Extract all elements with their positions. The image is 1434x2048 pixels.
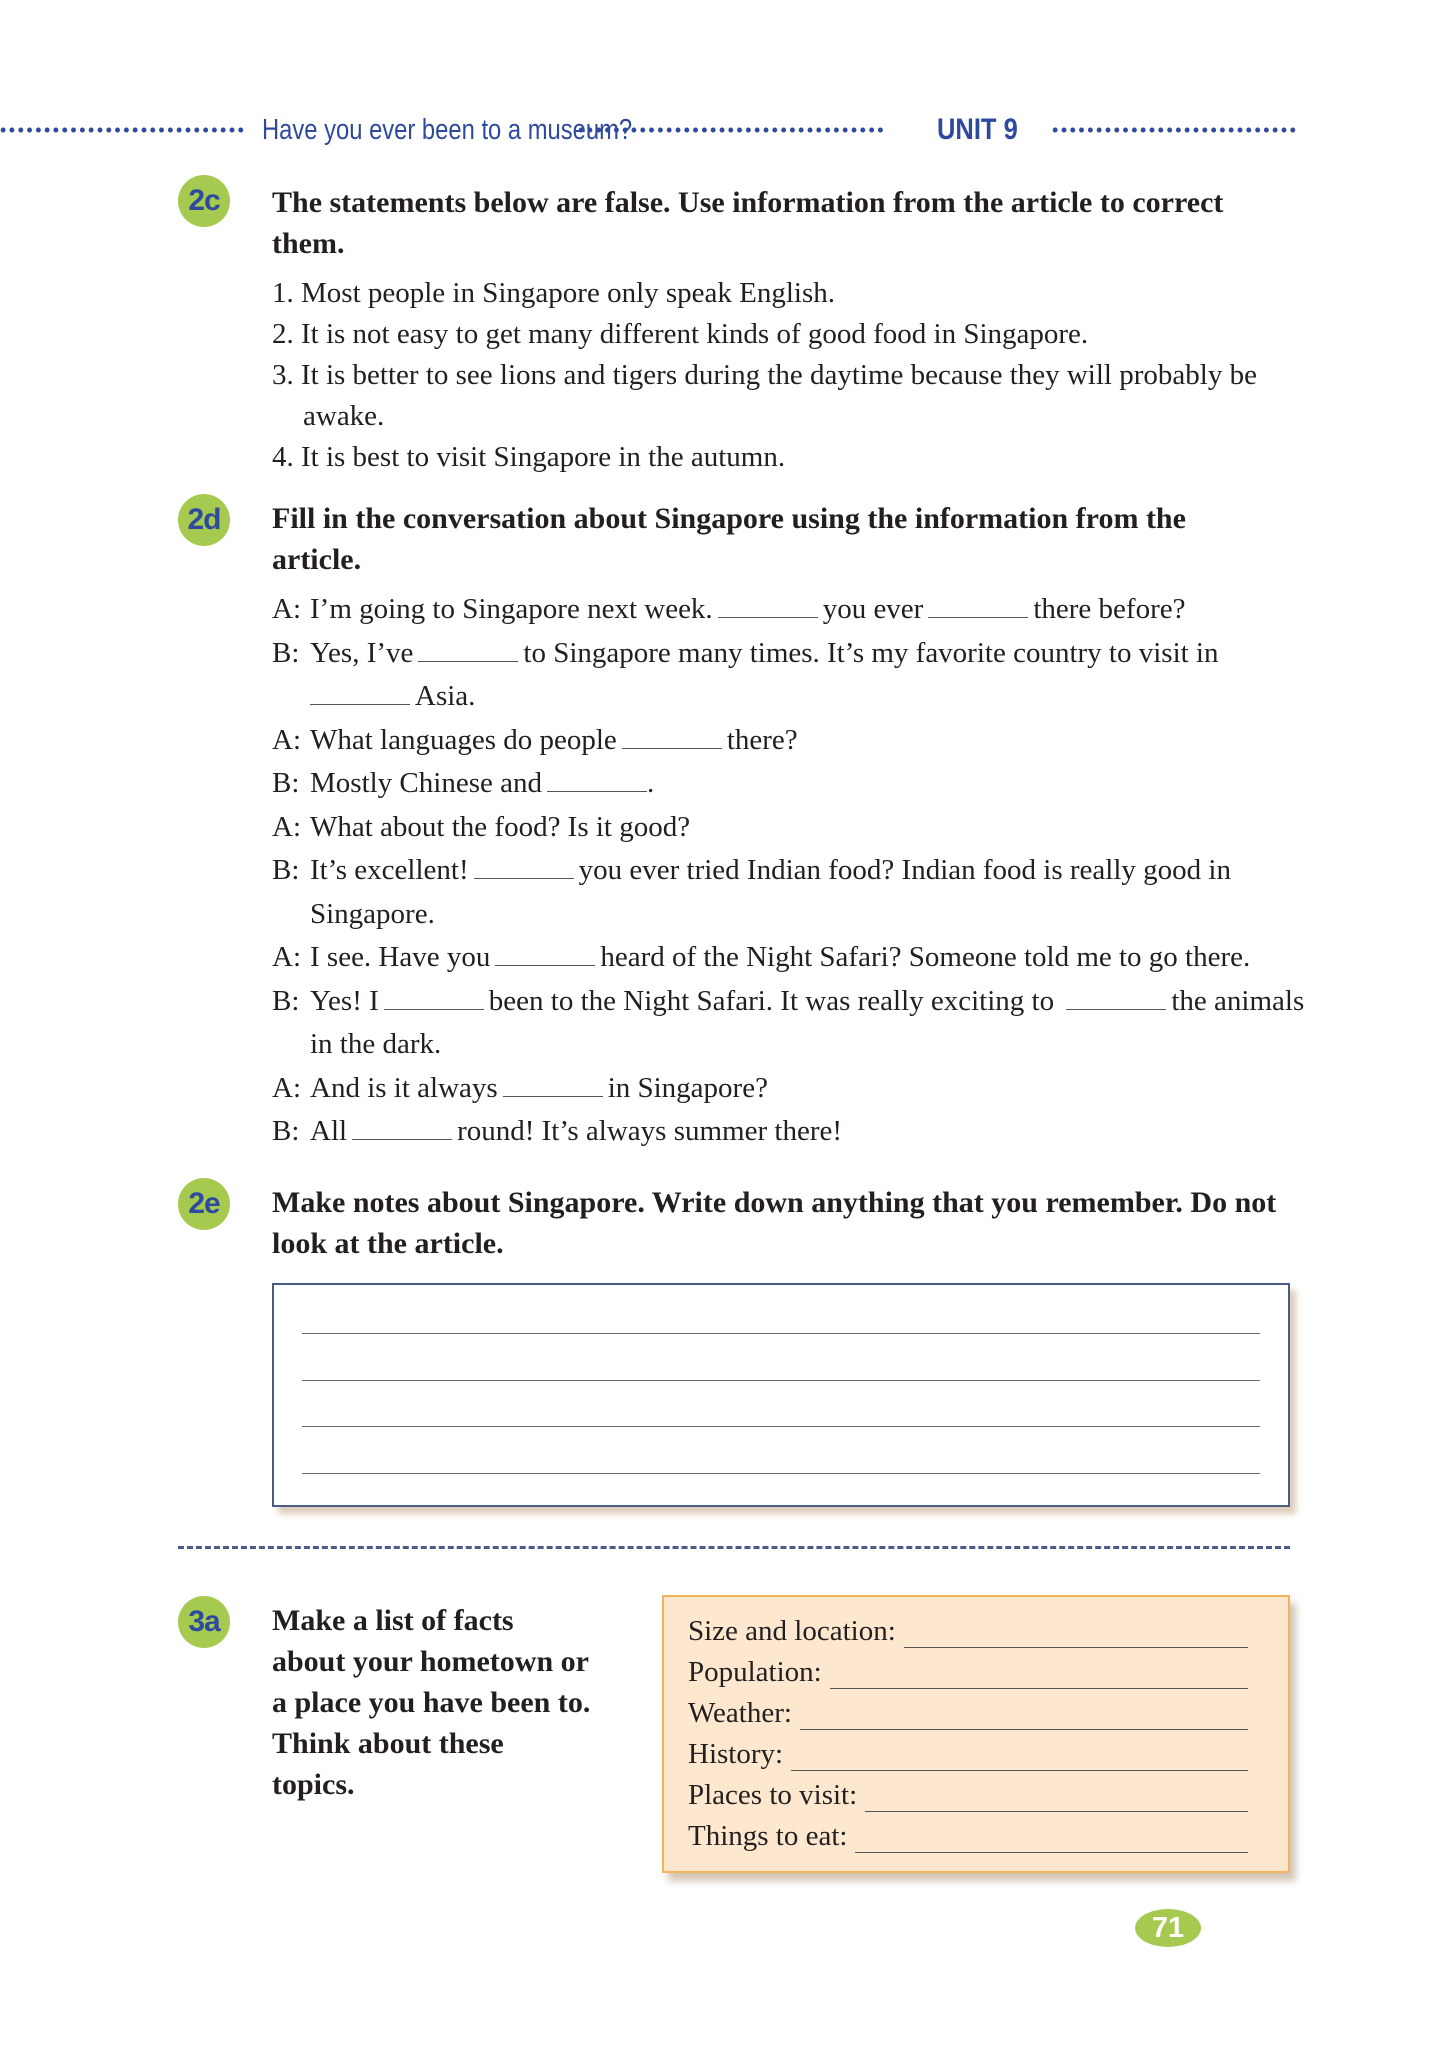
dialog-line bbox=[272, 936, 1292, 980]
dialog-text: heard of the Night Safari? Someone told me to go there. bbox=[600, 941, 1251, 973]
statement-item: 3. It is better to see lions and tigers during the daytime because they will probably be awake. bbox=[272, 359, 1257, 432]
fact-label: Population: bbox=[688, 1656, 822, 1688]
dialog-text: round! It’s always summer there! bbox=[457, 1115, 843, 1147]
dialog-text: in Singapore? bbox=[607, 1071, 768, 1104]
speaker-label: A: bbox=[272, 941, 301, 973]
blank-input[interactable] bbox=[474, 854, 574, 879]
speaker-label: B: bbox=[272, 854, 300, 886]
blank-input[interactable] bbox=[503, 1072, 603, 1097]
dialog-line bbox=[272, 719, 1292, 763]
fact-input[interactable] bbox=[791, 1746, 1248, 1771]
dialog-line bbox=[272, 980, 1310, 1067]
blank-input[interactable] bbox=[928, 593, 1028, 618]
dialog-text: What about the food? Is it good? bbox=[310, 810, 691, 843]
dialog-line bbox=[272, 588, 1292, 632]
dialog-line bbox=[272, 762, 1292, 806]
fact-row-population bbox=[688, 1655, 1248, 1689]
notes-box[interactable] bbox=[272, 1283, 1290, 1507]
fact-input[interactable] bbox=[830, 1664, 1248, 1689]
dialog-text: And is it always bbox=[310, 1071, 498, 1104]
fact-input[interactable] bbox=[800, 1705, 1248, 1730]
speaker-label: B: bbox=[272, 984, 300, 1017]
instruction-2d: Fill in the conversation about Singapore using the information from the article. bbox=[272, 502, 1186, 576]
dialog-line bbox=[272, 632, 1270, 719]
dialog-line bbox=[272, 849, 1310, 936]
fact-label: Size and location: bbox=[688, 1615, 896, 1647]
blank-input[interactable] bbox=[310, 680, 410, 705]
statement-item: 2. It is not easy to get many different kinds of good food in Singapore. bbox=[272, 318, 1089, 350]
fact-label: Places to visit: bbox=[688, 1779, 858, 1811]
instruction-3a: Make a list of facts about your hometown or a place you have been to. Think about these topics. bbox=[272, 1604, 591, 1801]
statement-item: 4. It is best to visit Singapore in the autumn. bbox=[272, 441, 786, 473]
instruction-2c: The statements below are false. Use information from the article to correct them. bbox=[272, 186, 1224, 260]
fact-row-food bbox=[688, 1819, 1248, 1853]
dialog-text: Yes, I’ve bbox=[310, 636, 414, 669]
page-header bbox=[0, 110, 1434, 150]
speaker-label: A: bbox=[272, 810, 301, 843]
dialog-text: What languages do people bbox=[310, 723, 617, 756]
speaker-label: B: bbox=[272, 767, 300, 799]
header-dots-right: •••••••••••••••••••••••••••• bbox=[1052, 120, 1299, 140]
header-dots-middle: ••••••••••••••••••••••••••••••••••• bbox=[578, 120, 887, 140]
dialog-text: It’s excellent! bbox=[310, 854, 469, 886]
fact-label: Things to eat: bbox=[688, 1820, 848, 1852]
dialog-text: Mostly Chinese and bbox=[310, 767, 542, 799]
dialog-text: there before? bbox=[1033, 593, 1186, 625]
instruction-2e: Make notes about Singapore. Write down anything that you remember. Do not look at the article. bbox=[272, 1186, 1277, 1260]
statement-list-2c bbox=[272, 273, 1272, 478]
dialog-text: to Singapore many times. It’s my favorite country to visit in bbox=[523, 636, 1219, 669]
note-line[interactable] bbox=[302, 1380, 1260, 1381]
dialog-text: Asia. bbox=[415, 680, 476, 712]
fact-row-weather bbox=[688, 1696, 1248, 1730]
dialog-text: there? bbox=[726, 723, 798, 756]
unit-label: UNIT 9 bbox=[937, 113, 1018, 146]
dialog-text: the animals in the dark. bbox=[310, 984, 1305, 1060]
fact-input[interactable] bbox=[904, 1623, 1248, 1648]
exercise-badge-2d: 2d bbox=[178, 494, 230, 546]
speaker-label: A: bbox=[272, 593, 301, 625]
blank-input[interactable] bbox=[418, 637, 518, 662]
dialog-text: Yes! I bbox=[310, 984, 379, 1017]
note-line[interactable] bbox=[302, 1473, 1260, 1474]
blank-input[interactable] bbox=[495, 941, 595, 966]
dialog-text: . bbox=[647, 767, 655, 799]
conversation-2d bbox=[272, 588, 1305, 1154]
blank-input[interactable] bbox=[718, 593, 818, 618]
blank-input[interactable] bbox=[547, 767, 647, 792]
speaker-label: B: bbox=[272, 1115, 300, 1147]
dialog-text: been to the Night Safari. It was really exciting to bbox=[488, 984, 1055, 1017]
blank-input[interactable] bbox=[1066, 985, 1166, 1010]
header-dots-left: •••••••••••••••••••••••••••• bbox=[0, 120, 247, 140]
note-line[interactable] bbox=[302, 1333, 1260, 1334]
facts-box bbox=[662, 1595, 1290, 1873]
exercise-badge-2c: 2c bbox=[178, 175, 230, 227]
dialog-text: you ever tried Indian food? Indian food is really good in Singapore. bbox=[310, 854, 1231, 930]
fact-row-size-location bbox=[688, 1614, 1248, 1648]
speaker-label: A: bbox=[272, 723, 301, 756]
fact-row-places bbox=[688, 1778, 1248, 1812]
fact-label: History: bbox=[688, 1738, 784, 1770]
lesson-title: Have you ever been to a museum? bbox=[262, 113, 633, 146]
fact-label: Weather: bbox=[688, 1697, 792, 1729]
dialog-text: I’m going to Singapore next week. bbox=[310, 593, 713, 625]
exercise-badge-2e: 2e bbox=[178, 1178, 230, 1230]
speaker-label: B: bbox=[272, 636, 300, 669]
statement-item: 1. Most people in Singapore only speak English. bbox=[272, 277, 836, 309]
note-line[interactable] bbox=[302, 1426, 1260, 1427]
blank-input[interactable] bbox=[352, 1115, 452, 1140]
section-divider bbox=[178, 1546, 1290, 1549]
dialog-line bbox=[272, 1067, 1292, 1111]
fact-row-history bbox=[688, 1737, 1248, 1771]
fact-input[interactable] bbox=[855, 1828, 1248, 1853]
dialog-line bbox=[272, 806, 1292, 850]
dialog-text: All bbox=[310, 1115, 348, 1147]
dialog-text: you ever bbox=[822, 593, 924, 625]
blank-input[interactable] bbox=[384, 985, 484, 1010]
dialog-text: I see. Have you bbox=[310, 941, 491, 973]
fact-input[interactable] bbox=[865, 1787, 1248, 1812]
blank-input[interactable] bbox=[622, 724, 722, 749]
dialog-line bbox=[272, 1110, 1292, 1154]
exercise-badge-3a: 3a bbox=[178, 1596, 230, 1648]
page-number: 71 bbox=[1135, 1909, 1201, 1947]
speaker-label: A: bbox=[272, 1071, 301, 1104]
